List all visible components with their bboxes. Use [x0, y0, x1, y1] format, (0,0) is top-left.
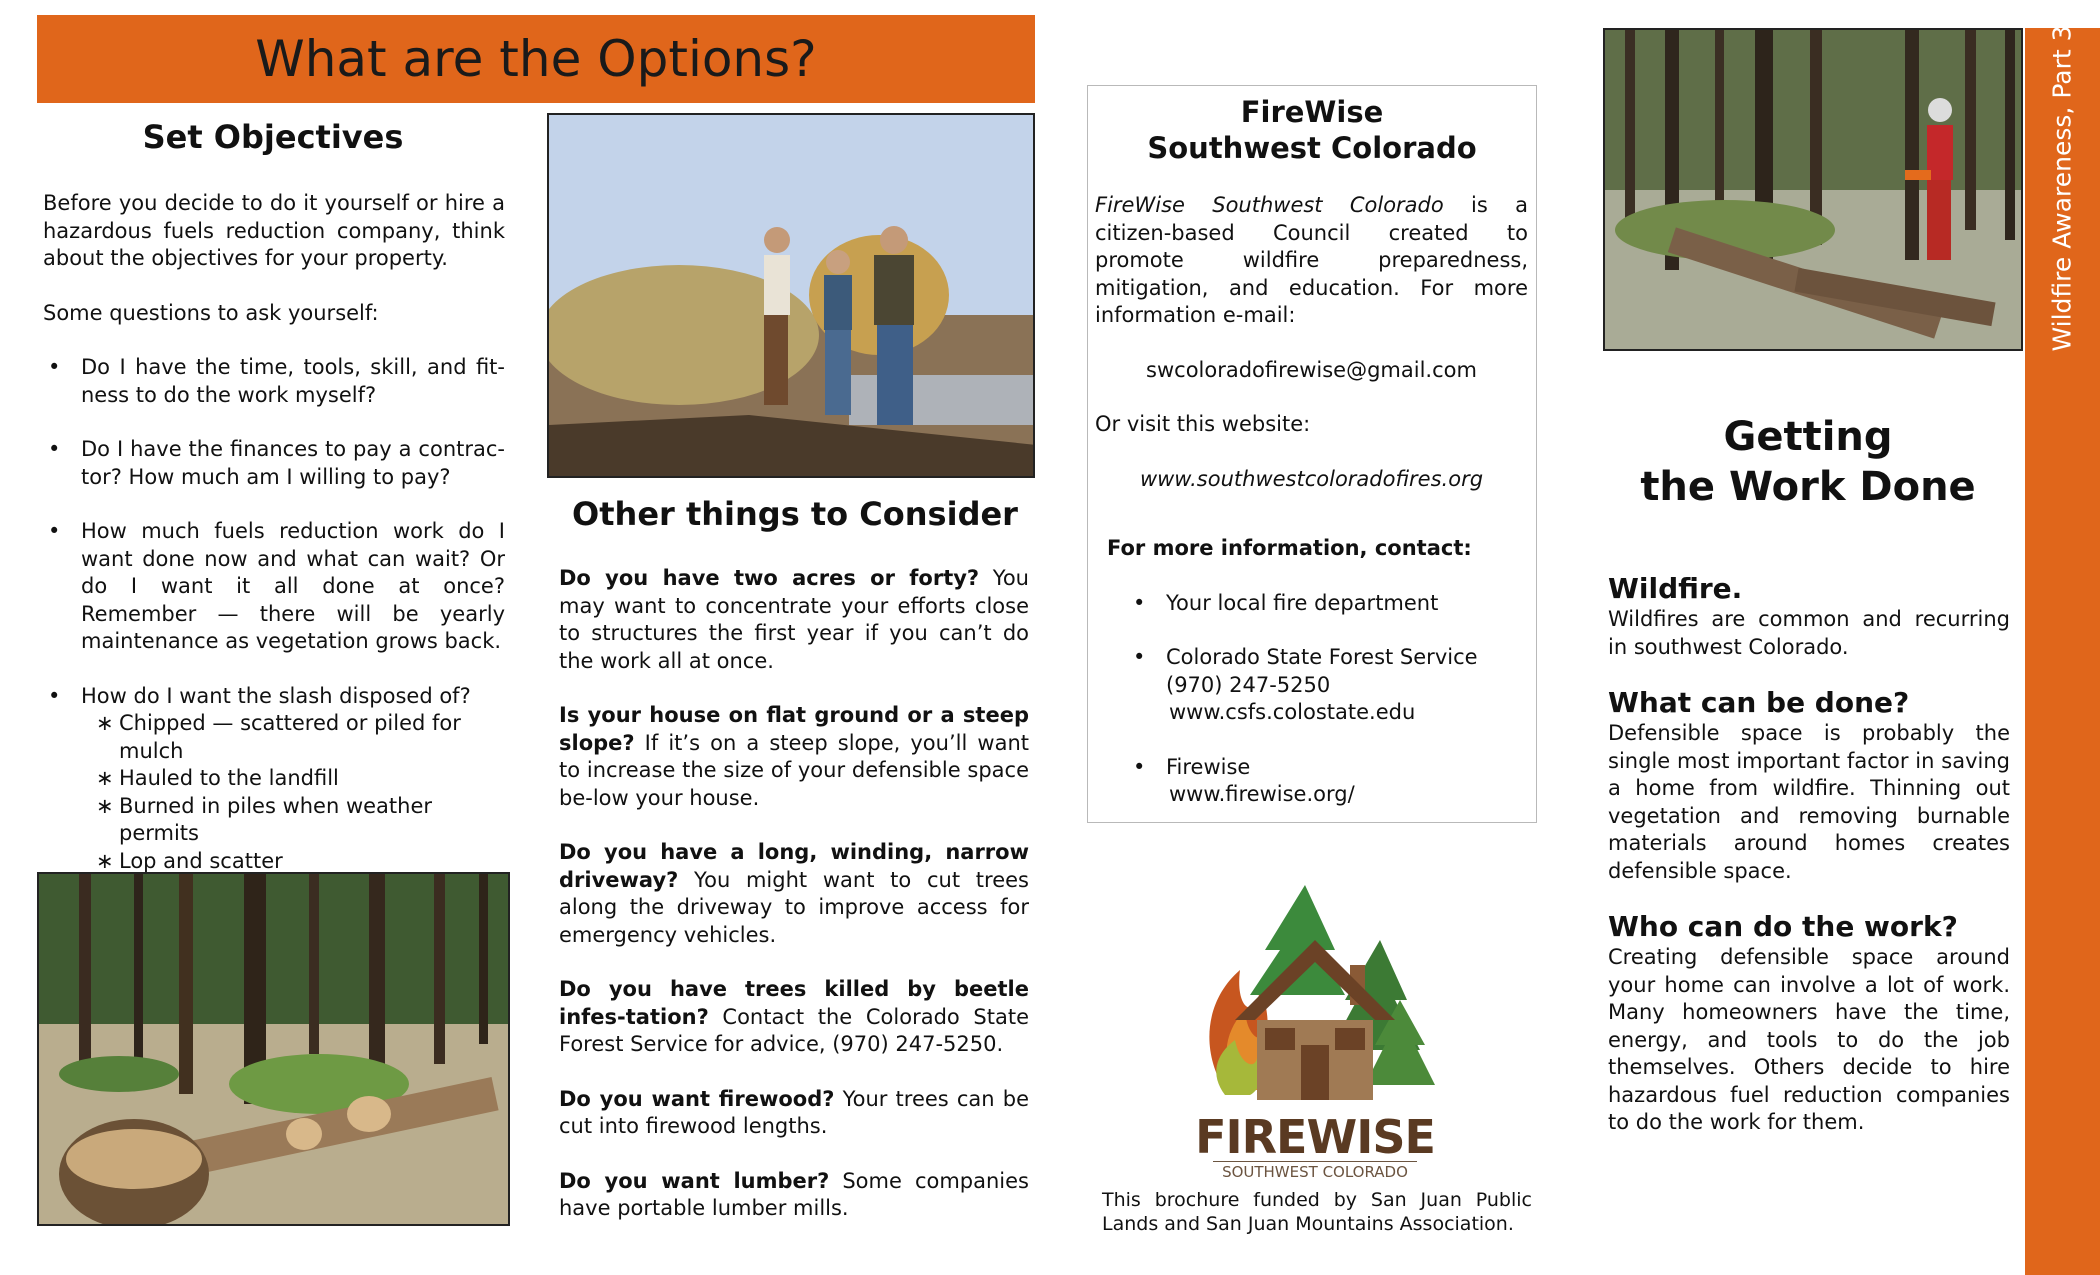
side-bar-label: Wildfire Awareness, Part 3 — [2048, 24, 2078, 352]
funding-note: This brochure funded by San Juan Public Lands and San Juan Mountains Association. — [1102, 1189, 1532, 1235]
getting-work-title: Getting the Work Done — [1640, 414, 1976, 510]
set-objectives-heading: Set Objectives — [142, 118, 404, 156]
what-can-be-done-text: Defensible space is probably the single most important factor in saving a home from wildfire. Thinning out vegetation and removing burnable materials around homes creates defensible space. — [1608, 721, 2010, 883]
contact-item: • Colorado State Forest Service (970) 247-5250 www.csfs.colostate.edu — [1128, 644, 1528, 727]
side-bar — [2025, 24, 2100, 1275]
firewise-org-link[interactable]: www.firewise.org/ — [1169, 782, 1355, 806]
contact-item: • Your local fire department — [1128, 590, 1528, 618]
firewise-info-box — [1087, 85, 1537, 823]
homeowners-photo — [547, 113, 1035, 478]
forest-logs-image — [39, 874, 510, 1226]
csfs-link[interactable]: www.csfs.colostate.edu — [1169, 700, 1416, 724]
firewise-intro: FireWise Southwest Colorado is a citizen-based Council created to promote wildfire preparedness, mitigation, and education. For more information e-mail: — [1095, 193, 1529, 327]
who-can-do-heading: Who can do the work? — [1608, 910, 1958, 943]
logo-wordmark: FIREWISE — [1195, 1110, 1435, 1164]
questions-intro: Some questions to ask yourself: — [43, 300, 379, 325]
contact-item: • Firewise www.firewise.org/ — [1128, 754, 1528, 809]
consider-item: Do you have a long, winding, narrow driveway? You might want to cut trees along the driveway to improve access for emergency vehicles. — [559, 840, 1029, 947]
other-things-heading: Other things to Consider — [572, 495, 1018, 533]
other-things-body — [559, 565, 1029, 1223]
banner-title: What are the Options? — [255, 30, 817, 88]
homeowners-image — [549, 115, 1035, 478]
firewise-house-trees-logo — [1195, 880, 1435, 1110]
chainsaw-worker-image — [1605, 30, 2023, 351]
forest-logs-photo — [37, 872, 510, 1226]
contact-heading: For more information, contact: — [1107, 536, 1472, 560]
consider-item: Is your house on flat ground or a steep slope? If it’s on a steep slope, you’ll want to increase the size of your defensible space be-low your house. — [559, 703, 1029, 810]
firewise-website-link[interactable]: www.southwestcoloradofires.org — [1139, 466, 1484, 491]
question-item: • Do I have the finances to pay a contrac-tor? How much am I willing to pay? — [43, 436, 505, 491]
contact-list — [1095, 590, 1528, 809]
question-item: • How much fuels reduction work do I want done now and what can wait? Or do I want it all done at once? Remember — there will be yearly maintenance as vegetation grows back. — [43, 518, 505, 656]
firewise-visit-label: Or visit this website: — [1095, 412, 1311, 436]
set-objectives-body — [43, 190, 505, 875]
who-can-do-text: Creating defensible space around your home can involve a lot of work. Many homeowners have the time, energy, and tools to do the job themselves. Others decide to hire hazardous fuel reduction companies to do the work for them. — [1608, 945, 2010, 1134]
slash-option: ∗ Chipped — scattered or piled for mulch — [81, 710, 505, 765]
firewise-email-link[interactable]: swcoloradofirewise@gmail.com — [1146, 357, 1477, 382]
consider-item: Do you have two acres or forty? You may want to concentrate your efforts close to structures the first year if you can’t do the work all at once. — [559, 566, 1029, 673]
set-objectives-intro: Before you decide to do it yourself or hire a hazardous fuels reduction company, think about the objectives for your property. — [43, 191, 505, 270]
firewise-title: FireWise Southwest Colorado — [1147, 95, 1477, 165]
wildfire-text: Wildfires are common and recurring in southwest Colorado. — [1608, 607, 2010, 659]
chainsaw-photo — [1603, 28, 2023, 351]
slash-option: ∗ Hauled to the landfill — [81, 765, 505, 793]
question-item: • Do I have the time, tools, skill, and fit-ness to do the work myself? — [43, 354, 505, 409]
consider-item: Do you want lumber? Some companies have portable lumber mills. — [559, 1168, 1029, 1220]
slash-options-list — [81, 710, 505, 875]
getting-work-body — [1608, 572, 2010, 1137]
options-banner — [37, 15, 1035, 103]
what-can-be-done-heading: What can be done? — [1608, 686, 1910, 719]
slash-option: ∗ Burned in piles when weather permits — [81, 793, 505, 848]
consider-item: Do you want firewood? Your trees can be cut into firewood lengths. — [559, 1086, 1029, 1138]
consider-item: Do you have trees killed by beetle infes-tation? Contact the Colorado State Forest Service for advice, (970) 247-5250. — [559, 977, 1029, 1056]
firewise-logo — [1195, 880, 1435, 1181]
wildfire-heading: Wildfire. — [1608, 572, 1743, 605]
questions-list — [43, 354, 505, 875]
question-item: • How do I want the slash disposed of? ∗ Chipped — scattered or piled for mulch ∗ Hauled to the landfill ∗ Burned in piles when weather permits ∗ Lop and scatter — [43, 683, 505, 876]
slash-option: ∗ Lop and scatter — [81, 848, 505, 876]
logo-tagline: SOUTHWEST COLORADO — [1213, 1161, 1417, 1181]
